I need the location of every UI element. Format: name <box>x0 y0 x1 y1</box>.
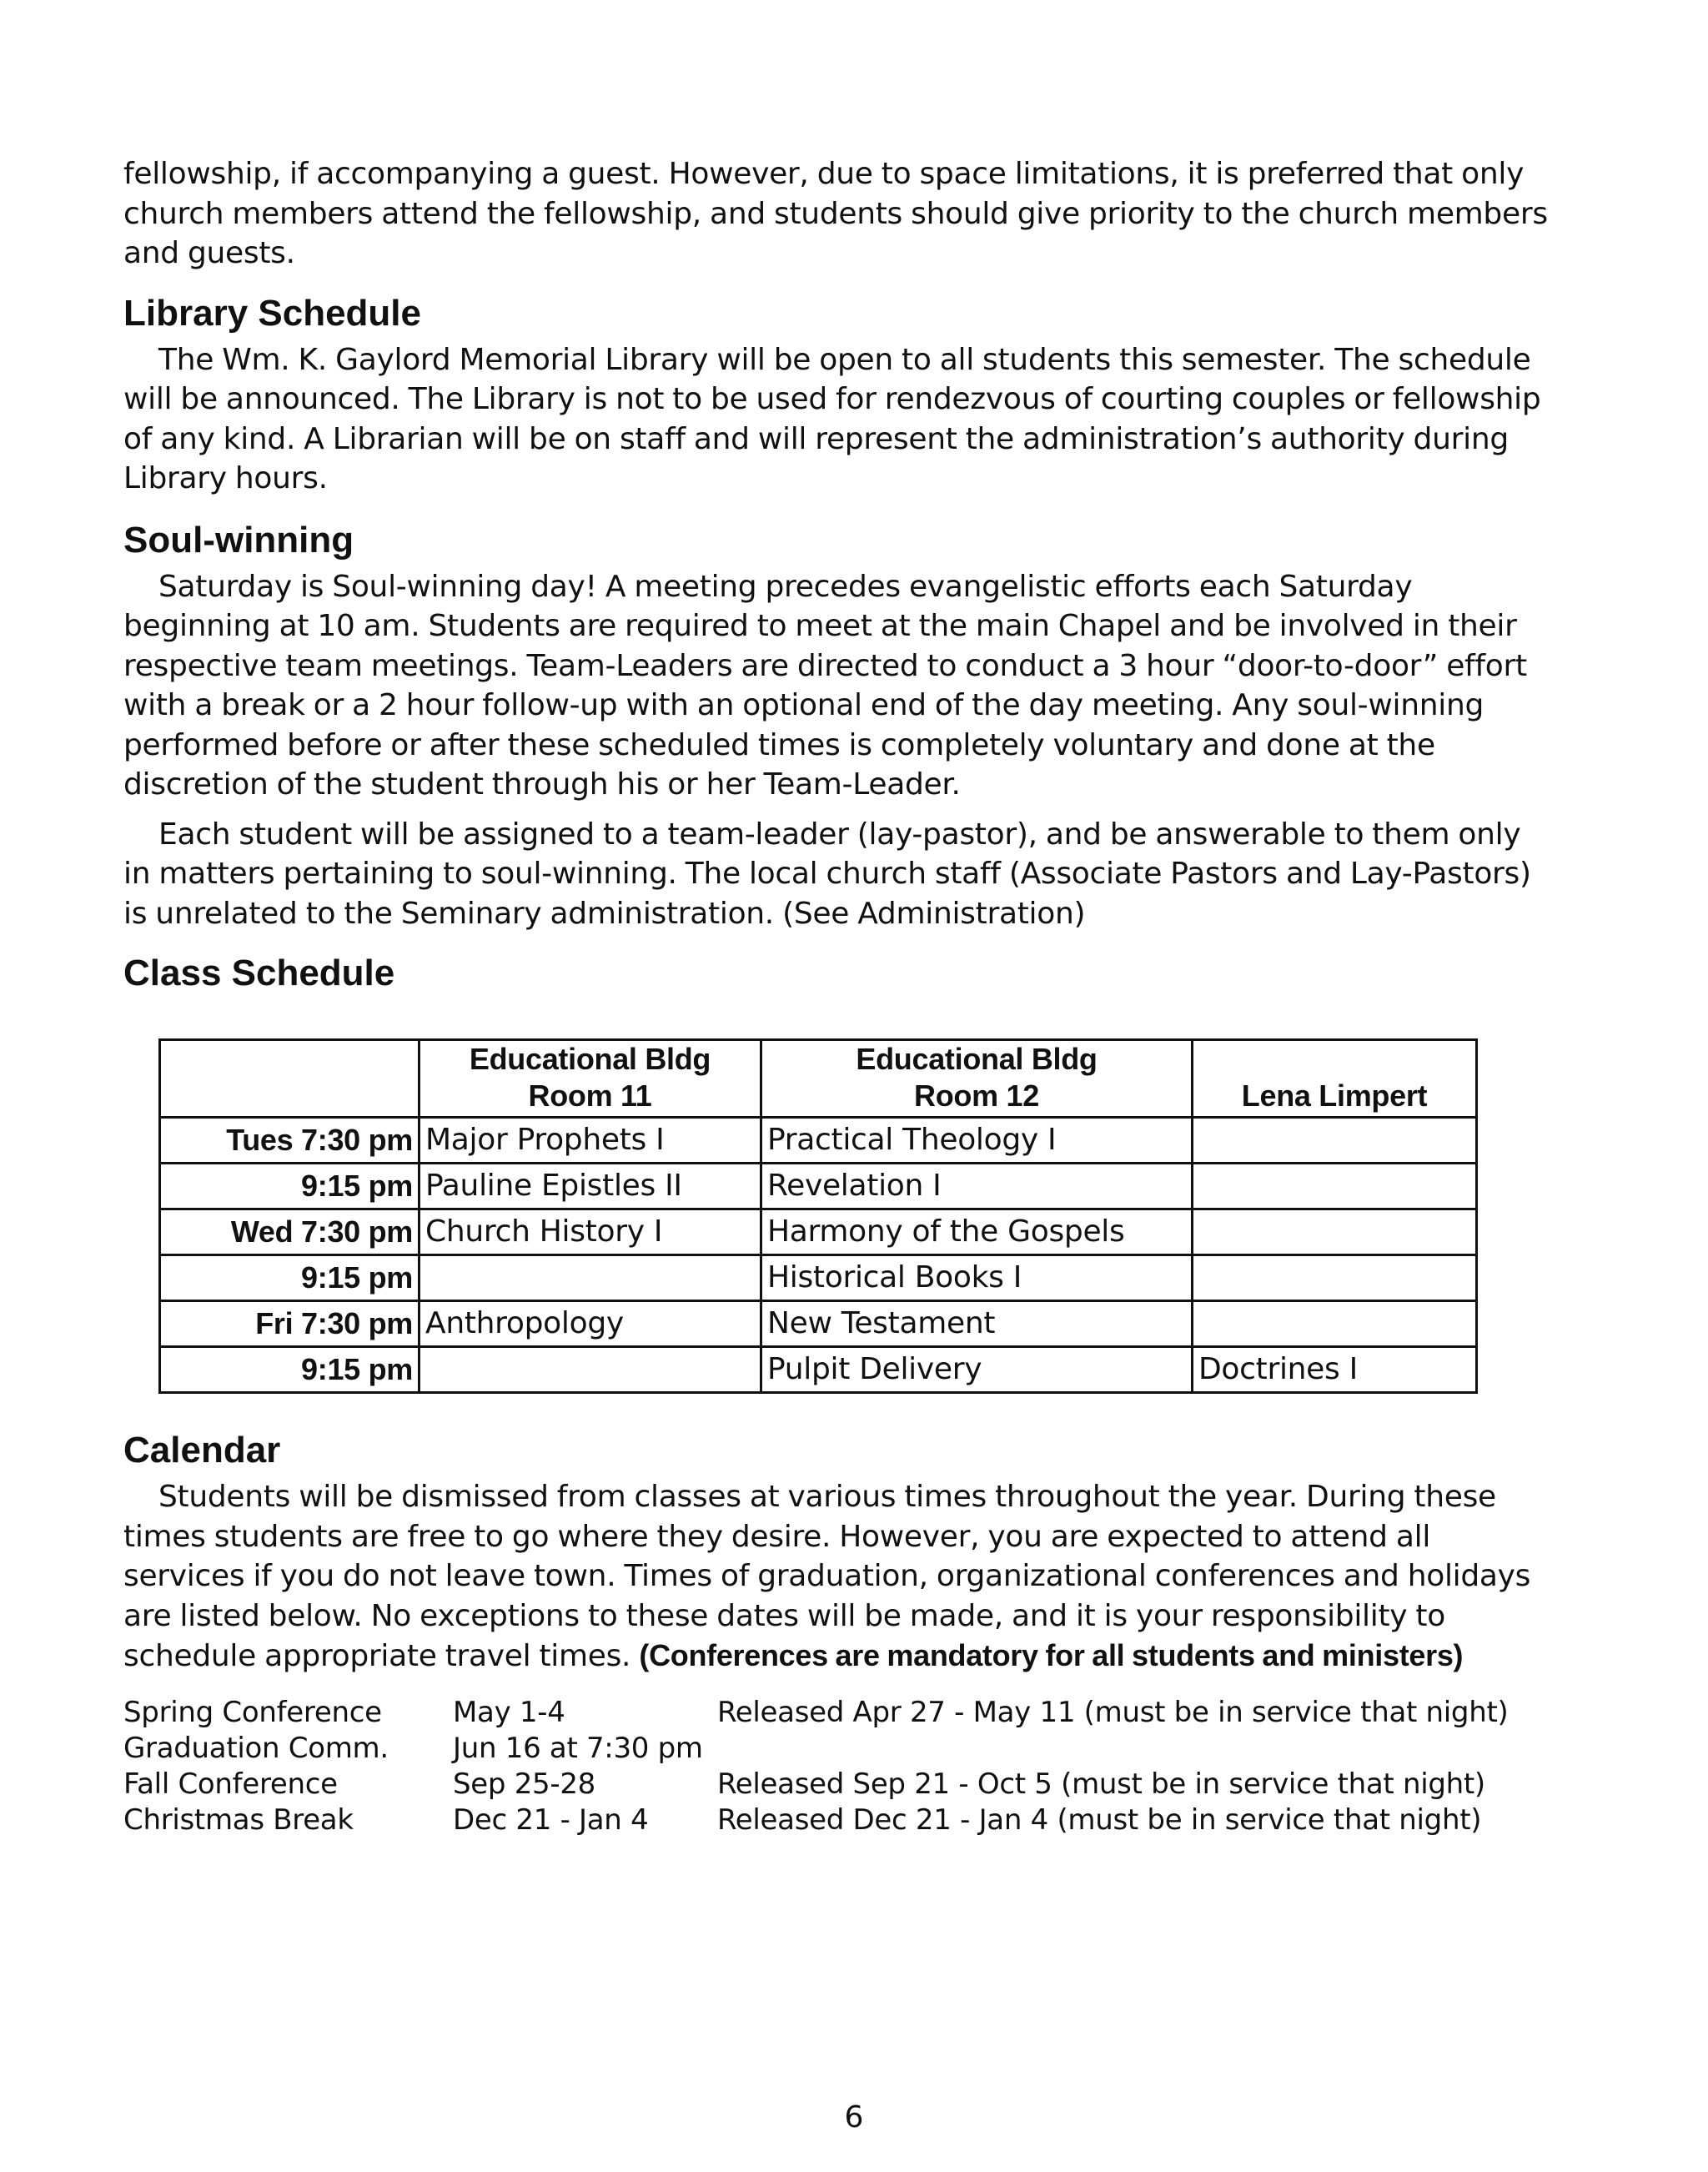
room-12-cell: Revelation I <box>761 1164 1193 1209</box>
event-note: Released Apr 27 - May 11 (must be in service that night) <box>717 1695 1509 1729</box>
lena-limpert-cell <box>1193 1164 1477 1209</box>
time-cell: Fri 7:30 pm <box>160 1301 419 1347</box>
table-row <box>160 1118 1477 1164</box>
page-content <box>123 154 1551 1838</box>
time-cell: 9:15 pm <box>160 1164 419 1209</box>
room-12-cell: Practical Theology I <box>761 1118 1193 1164</box>
class-schedule-table <box>158 1038 1478 1394</box>
header-room-11 <box>419 1040 761 1118</box>
calendar-events-list <box>123 1695 1551 1838</box>
room-11-cell: Anthropology <box>419 1301 761 1347</box>
room-12-cell: New Testament <box>761 1301 1193 1347</box>
list-item <box>123 1802 1551 1838</box>
table-header-row <box>160 1040 1477 1118</box>
room-11-cell: Major Prophets I <box>419 1118 761 1164</box>
list-item <box>123 1695 1551 1731</box>
intro-paragraph: fellowship, if accompanying a guest. However, due to space limitations, it is preferred that only church members attend the fellowship, and students should give priority to the church members and guests. <box>123 157 1548 270</box>
header-lena-limpert: Lena Limpert <box>1193 1040 1477 1118</box>
event-dates: Dec 21 - Jan 4 <box>453 1802 649 1837</box>
soul-winning-heading: Soul-winning <box>123 519 354 561</box>
table-row <box>160 1255 1477 1301</box>
lena-limpert-cell <box>1193 1118 1477 1164</box>
library-paragraph: The Wm. K. Gaylord Memorial Library will be open to all students this semester. The schedule will be announced. The Library is not to be used for rendezvous of courting couples or fellowship of any kind. A Librarian will be on staff and will represent the administration’s authority during Library hours. <box>123 342 1541 495</box>
event-dates: Jun 16 at 7:30 pm <box>453 1731 703 1765</box>
event-name: Christmas Break <box>123 1802 354 1837</box>
event-name: Fall Conference <box>123 1767 338 1801</box>
table-row <box>160 1301 1477 1347</box>
room-12-cell: Pulpit Delivery <box>761 1347 1193 1393</box>
calendar-text: Students will be dismissed from classes at various times throughout the year. During these times students are free to go where they desire. However, you are expected to attend all services if you do not leave town. Times of graduation, organizational conferences and holidays are listed below. No exceptions to these dates will be made, and it is your responsibility to schedule appropriate travel times. <box>123 1480 1531 1673</box>
header-room-12 <box>761 1040 1193 1118</box>
table-row <box>160 1164 1477 1209</box>
time-cell: Tues 7:30 pm <box>160 1118 419 1164</box>
lena-limpert-cell <box>1193 1255 1477 1301</box>
table-row <box>160 1209 1477 1255</box>
time-cell: 9:15 pm <box>160 1347 419 1393</box>
library-schedule-heading: Library Schedule <box>123 292 422 334</box>
room-11-cell: Pauline Epistles II <box>419 1164 761 1209</box>
header-room-12-line1: Educational Bldg <box>856 1042 1098 1076</box>
lena-limpert-cell <box>1193 1209 1477 1255</box>
list-item <box>123 1767 1551 1802</box>
list-item <box>123 1731 1551 1767</box>
room-12-cell: Harmony of the Gospels <box>761 1209 1193 1255</box>
room-11-cell <box>419 1255 761 1301</box>
calendar-heading: Calendar <box>123 1430 281 1471</box>
room-12-cell: Historical Books I <box>761 1255 1193 1301</box>
header-room-12-line2: Room 12 <box>914 1078 1039 1113</box>
table-row <box>160 1347 1477 1393</box>
header-time <box>160 1040 419 1118</box>
calendar-emphasis: (Conferences are mandatory for all students and ministers) <box>639 1638 1464 1672</box>
room-11-cell <box>419 1347 761 1393</box>
event-dates: Sep 25-28 <box>453 1767 595 1801</box>
soul-winning-paragraph-1: Saturday is Soul-winning day! A meeting precedes evangelistic efforts each Saturday beginning at 10 am. Students are required to meet at the main Chapel and be involved in their respective team meetings. Team-Leaders are directed to conduct a 3 hour “door-to-door” effort with a break or a 2 hour follow-up with an optional end of the day meeting. Any soul-winning performed before or after these scheduled times is completely voluntary and done at the discretion of the student through his or her Team-Leader. <box>123 569 1527 802</box>
class-schedule-heading: Class Schedule <box>123 953 395 993</box>
event-dates: May 1-4 <box>453 1695 565 1729</box>
event-name: Spring Conference <box>123 1695 382 1729</box>
page-number: 6 <box>844 2100 864 2134</box>
header-room-11-line1: Educational Bldg <box>469 1042 711 1076</box>
event-note: Released Dec 21 - Jan 4 (must be in service that night) <box>717 1802 1482 1837</box>
time-cell: 9:15 pm <box>160 1255 419 1301</box>
time-cell: Wed 7:30 pm <box>160 1209 419 1255</box>
lena-limpert-cell: Doctrines I <box>1193 1347 1477 1393</box>
room-11-cell: Church History I <box>419 1209 761 1255</box>
event-name: Graduation Comm. <box>123 1731 389 1765</box>
event-note: Released Sep 21 - Oct 5 (must be in service that night) <box>717 1767 1485 1801</box>
soul-winning-paragraph-2: Each student will be assigned to a team-leader (lay-pastor), and be answerable to them only in matters pertaining to soul-winning. The local church staff (Associate Pastors and Lay-Pastors) is unrelated to the Seminary administration. (See Administration) <box>123 817 1531 931</box>
lena-limpert-cell <box>1193 1301 1477 1347</box>
calendar-paragraph <box>123 1477 1551 1677</box>
header-room-11-line2: Room 11 <box>528 1078 652 1113</box>
